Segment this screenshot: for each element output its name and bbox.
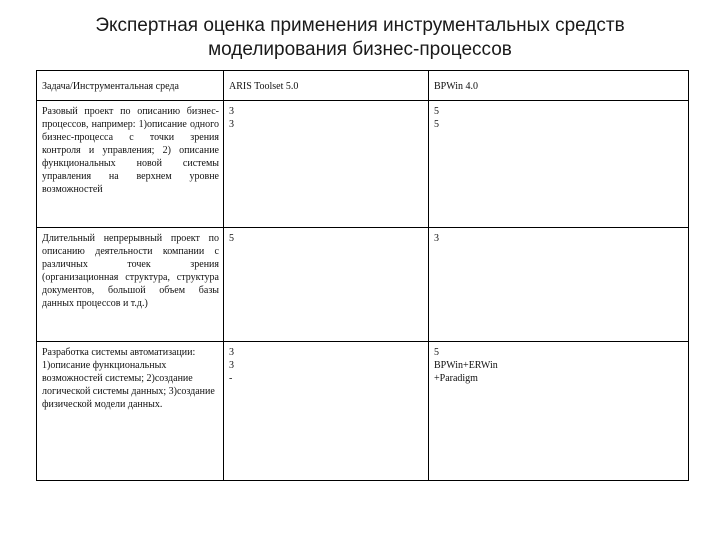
row-1-aris-value-2: 3 (229, 119, 234, 130)
row-3-aris-value-2: 3 (229, 360, 234, 371)
row-2-aris-value-1: 5 (229, 233, 234, 244)
title-line-2: моделирования бизнес-процессов (208, 39, 512, 60)
row-1-task: Разовый проект по описанию бизнес-процессов, например: 1)описание одного бизнес-процесса с точки зрения контроля и управления; 2) описание функциональных новой системы управления на верхнем уровне возможностей (37, 101, 224, 228)
header-aris: ARIS Toolset 5.0 (224, 71, 429, 101)
row-3-aris-value-3: - (229, 373, 233, 384)
title-line-1: Экспертная оценка применения инструментальных средств (95, 15, 625, 36)
row-3-aris (224, 342, 429, 481)
header-bpwin: BPWin 4.0 (429, 71, 689, 101)
table-header-row (37, 71, 689, 101)
header-task: Задача/Инструментальная среда (37, 71, 224, 101)
row-3-aris-value-1: 3 (229, 347, 234, 358)
row-3-bpwin (429, 342, 689, 481)
row-1-bpwin (429, 101, 689, 228)
row-2-bpwin-value-1: 3 (434, 233, 439, 244)
page-title (0, 14, 720, 62)
row-3-bpwin-value-3: +Paradigm (434, 373, 478, 384)
row-1-bpwin-value-2: 5 (434, 119, 439, 130)
row-2-task: Длительный непрерывный проект по описанию деятельности компании с различных точек зрения (организационная структура, структура документов, большой объем базы данных процессов и т.д.) (37, 228, 224, 342)
row-1-aris (224, 101, 429, 228)
row-3-bpwin-value-1: 5 (434, 347, 439, 358)
row-1-bpwin-value-1: 5 (434, 106, 439, 117)
row-3-bpwin-value-2: BPWin+ERWin (434, 360, 498, 371)
row-2-aris (224, 228, 429, 342)
row-3-task: Разработка системы автоматизации: 1)описание функциональных возможностей системы; 2)создание логической системы данных; 3)создание физической модели данных. (37, 342, 224, 481)
table-row (37, 101, 689, 228)
row-1-aris-value-1: 3 (229, 106, 234, 117)
row-2-bpwin (429, 228, 689, 342)
table-row (37, 342, 689, 481)
evaluation-table (36, 70, 689, 481)
table-row (37, 228, 689, 342)
